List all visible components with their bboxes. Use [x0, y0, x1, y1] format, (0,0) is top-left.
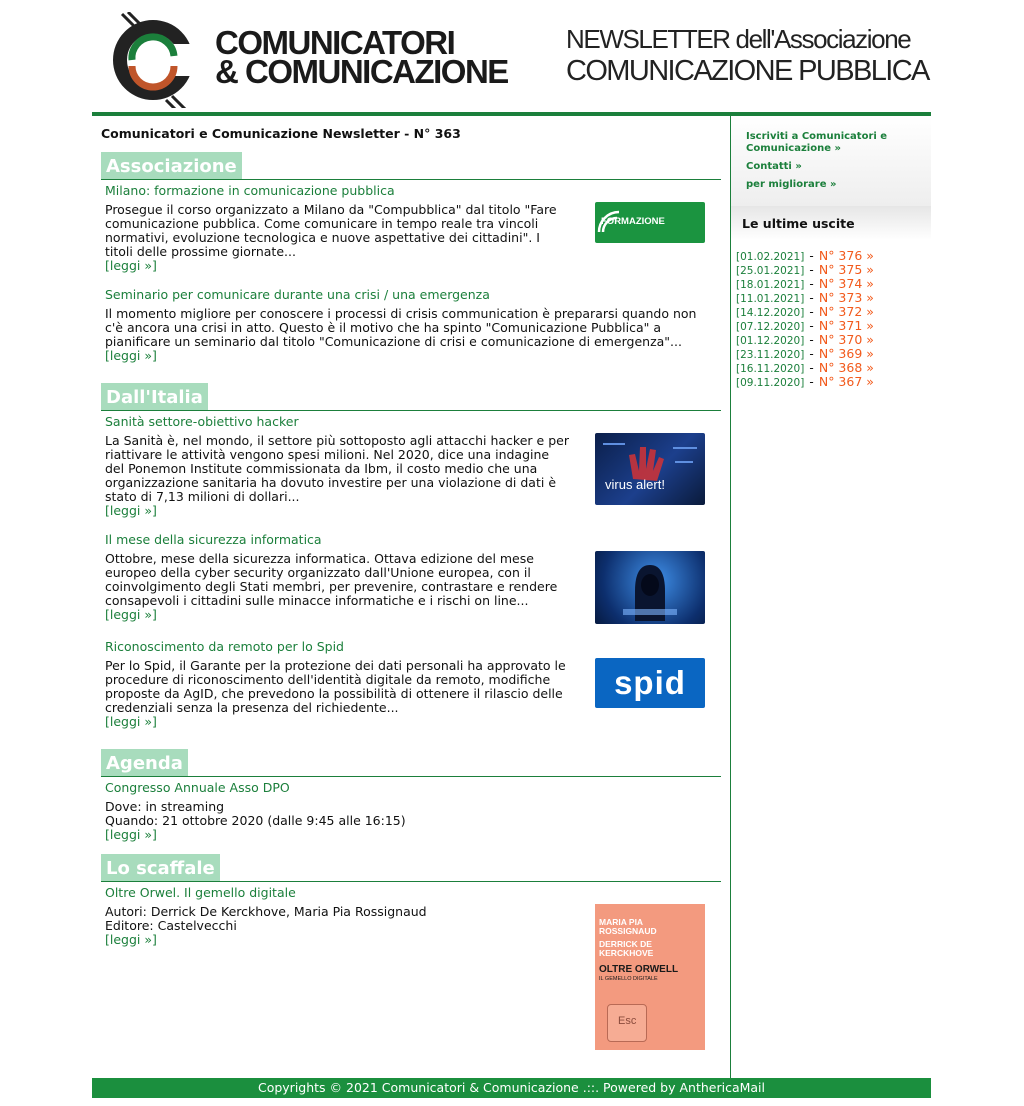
issue-item: [736, 301, 874, 319]
sidebar: [730, 116, 932, 1078]
issue-item: [736, 245, 874, 263]
book-cover-title: OLTRE ORWELL: [599, 964, 679, 975]
hacker-icon: [595, 551, 705, 624]
section-label: Associazione: [101, 152, 242, 180]
issue-link[interactable]: N° 371 »: [818, 318, 874, 333]
issue-separator: -: [809, 277, 814, 291]
sidebar-links: [731, 116, 931, 206]
issue-date: [16.11.2020]: [736, 363, 805, 375]
virus-alert-label: virus alert!: [605, 477, 665, 492]
book-authors: Autori: Derrick De Kerckhove, Maria Pia Rossignaud: [105, 904, 427, 919]
main-content: [92, 116, 730, 1078]
hooded-hacker-image[interactable]: [595, 551, 705, 624]
feedback-link[interactable]: per migliorare »: [746, 179, 837, 190]
virus-alert-image[interactable]: [595, 433, 705, 505]
section-header-agenda: [101, 749, 721, 777]
section-header-lo-scaffale: [101, 854, 721, 882]
issue-date: [11.01.2021]: [736, 293, 805, 305]
section-divider: [101, 776, 721, 777]
header: [92, 0, 931, 112]
latest-issues-heading: Le ultime uscite: [742, 216, 855, 231]
issue-date: [23.11.2020]: [736, 349, 805, 361]
read-more-link[interactable]: [leggi »]: [105, 714, 157, 729]
section-label: Agenda: [101, 749, 188, 777]
newsletter-title: Comunicatori e Comunicazione Newsletter - N° 363: [101, 126, 461, 141]
issue-item: [736, 371, 874, 389]
issue-item: [736, 287, 874, 305]
event-asso-dpo: [105, 780, 715, 842]
issue-link[interactable]: N° 369 »: [818, 346, 874, 361]
issue-link[interactable]: N° 373 »: [818, 290, 874, 305]
section-divider: [101, 179, 721, 180]
issue-date: [18.01.2021]: [736, 279, 805, 291]
issue-separator: -: [809, 333, 814, 347]
book-cover-author-1: MARIA PIA ROSSIGNAUD: [599, 917, 657, 936]
book-cover-image[interactable]: [595, 904, 705, 1050]
formazione-image-label: FORMAZIONE: [601, 216, 665, 227]
issue-link[interactable]: N° 370 »: [818, 332, 874, 347]
article-title-link[interactable]: Il mese della sicurezza informatica: [105, 532, 322, 547]
issue-link[interactable]: N° 368 »: [818, 360, 874, 375]
event-title-link[interactable]: Congresso Annuale Asso DPO: [105, 780, 290, 795]
article-summary: Per lo Spid, il Garante per la protezione dei dati personali ha approvato le procedure di riconoscimento dell'identità digitale da remoto, modifiche proposte da AgID, che prevedono la possibilità di ottenere il rilascio delle credenziali senza la presenza del richiedente...: [105, 658, 566, 715]
latest-issues-header: [731, 206, 931, 240]
section-label: Lo scaffale: [101, 854, 220, 882]
issue-separator: -: [809, 375, 814, 389]
tagline-line-1: NEWSLETTER dell'Associazione: [566, 24, 911, 54]
formazione-image[interactable]: [595, 202, 705, 243]
article-summary: Prosegue il corso organizzato a Milano da "Compubblica" dal titolo "Fare comunicazione pubblica. Come comunicare in tempo reale tra vincoli normativi, evoluzione tecnologica e nuove aspettative dei cittadini". I titoli delle prossime giornate...: [105, 202, 557, 259]
event-location: Dove: in streaming: [105, 799, 225, 814]
issue-separator: -: [809, 291, 814, 305]
book-publisher: Editore: Castelvecchi: [105, 918, 237, 933]
read-more-link[interactable]: [leggi »]: [105, 827, 157, 842]
spid-logo-image[interactable]: [595, 658, 705, 708]
contacts-link[interactable]: Contatti »: [746, 161, 802, 172]
section-label: Dall'Italia: [101, 383, 208, 411]
issue-separator: -: [809, 263, 814, 277]
issue-separator: -: [809, 319, 814, 333]
section-header-dall-italia: [101, 383, 721, 411]
issue-item: [736, 315, 874, 333]
spid-logo-text: spid: [614, 664, 686, 701]
issue-separator: -: [809, 361, 814, 375]
hand-icon: [595, 433, 705, 505]
article-summary: Il momento migliore per conoscere i processi di crisis communication è prepararsi quando non c'è ancora una crisi in atto. Questo è il motivo che ha spinto "Comunicazione Pubblica" a pianificare un seminario dal titolo "Comunicazione di crisi e comunicazione di emergenza"...: [105, 306, 697, 349]
section-header-associazione: [101, 152, 721, 180]
issue-item: [736, 329, 874, 347]
tagline-line-2: COMUNICAZIONE PUBBLICA: [566, 55, 929, 87]
issue-item: [736, 357, 874, 375]
issue-link[interactable]: N° 375 »: [818, 262, 874, 277]
article-title-link[interactable]: Riconoscimento da remoto per lo Spid: [105, 639, 344, 654]
issue-date: [25.01.2021]: [736, 265, 805, 277]
brand-line-2: & COMUNICAZIONE: [215, 53, 508, 90]
article-summary: La Sanità è, nel mondo, il settore più sottoposto agli attacchi hacker e per riattivare le attività vengono spesi milioni. Nel 2020, dice una indagine del Ponemon Institute commissionata da Ibm, il costo medio che una organizzazione sanitaria ha dovuto investire per una violazione di dati è stato di 7,13 milioni di dollari...: [105, 433, 569, 504]
issue-date: [14.12.2020]: [736, 307, 805, 319]
issue-item: [736, 259, 874, 277]
footer: Copyrights © 2021 Comunicatori & Comunicazione .::. Powered by AnthericaMail: [92, 1078, 931, 1098]
section-divider: [101, 881, 721, 882]
issue-item: [736, 273, 874, 291]
issue-link[interactable]: N° 372 »: [818, 304, 874, 319]
article-title-link[interactable]: Sanità settore-obiettivo hacker: [105, 414, 299, 429]
issue-link[interactable]: N° 367 »: [818, 374, 874, 389]
logo-icon: [108, 12, 198, 108]
read-more-link[interactable]: [leggi »]: [105, 607, 157, 622]
section-divider: [101, 410, 721, 411]
issue-separator: -: [809, 305, 814, 319]
esc-key-icon: [607, 1004, 647, 1042]
header-tagline: [566, 24, 929, 88]
brand-wordmark: [215, 24, 508, 90]
article-summary: Ottobre, mese della sicurezza informatica. Ottava edizione del mese europeo della cyber security organizzato dall'Unione europea, con il coinvolgimento degli Stati membri, per prevenire, contrastare e rendere consapevoli i cittadini sulle minacce informatiche e i rischi on line...: [105, 551, 558, 608]
read-more-link[interactable]: [leggi »]: [105, 348, 157, 363]
issue-separator: -: [809, 249, 814, 263]
issue-date: [01.02.2021]: [736, 251, 805, 263]
issue-date: [07.12.2020]: [736, 321, 805, 333]
issue-date: [09.11.2020]: [736, 377, 805, 389]
esc-key-label: Esc: [618, 1015, 637, 1027]
book-title-link[interactable]: Oltre Orwel. Il gemello digitale: [105, 885, 296, 900]
book-cover-subtitle: IL GEMELLO DIGITALE: [599, 976, 658, 982]
latest-issues-list: [736, 245, 874, 389]
issue-separator: -: [809, 347, 814, 361]
issue-item: [736, 343, 874, 361]
newsletter-container: [92, 0, 931, 1106]
book-cover-author-2: DERRICK DE KERCKHOVE: [599, 939, 654, 958]
issue-link[interactable]: N° 376 »: [818, 248, 874, 263]
subscribe-link[interactable]: Iscriviti a Comunicatori e Comunicazione »: [746, 131, 888, 154]
issue-date: [01.12.2020]: [736, 335, 805, 347]
event-date: Quando: 21 ottobre 2020 (dalle 9:45 alle 16:15): [105, 813, 406, 828]
brand-line-1: COMUNICATORI: [215, 24, 455, 61]
read-more-link[interactable]: [leggi »]: [105, 932, 157, 947]
read-more-link[interactable]: [leggi »]: [105, 503, 157, 518]
issue-link[interactable]: N° 374 »: [818, 276, 874, 291]
article-seminario-crisi: [105, 287, 715, 363]
article-title-link[interactable]: Milano: formazione in comunicazione pubblica: [105, 183, 395, 198]
article-title-link[interactable]: Seminario per comunicare durante una crisi / una emergenza: [105, 287, 490, 302]
read-more-link[interactable]: [leggi »]: [105, 258, 157, 273]
